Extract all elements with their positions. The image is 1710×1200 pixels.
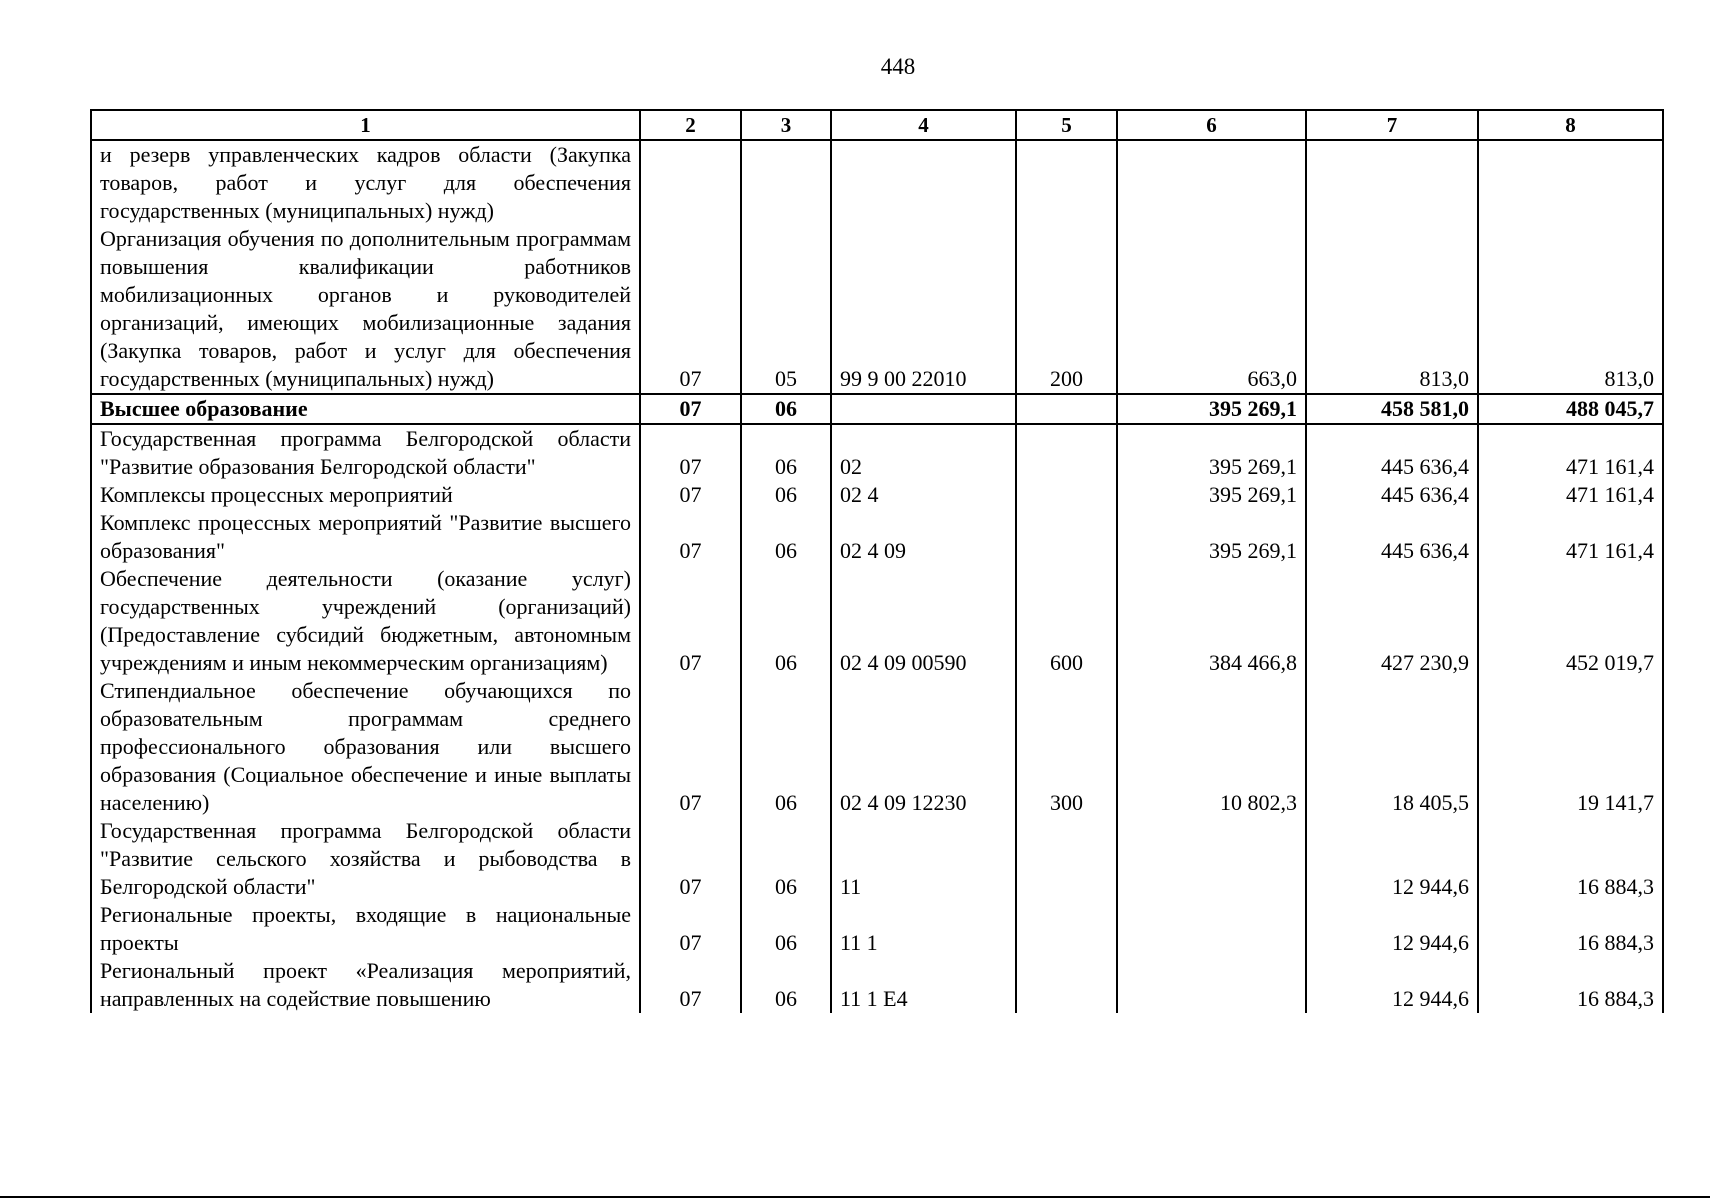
cell-subsection: 06 xyxy=(741,481,831,509)
cell-amount-7: 18 405,5 xyxy=(1306,677,1478,817)
cell-section xyxy=(640,140,741,225)
cell-amount-7: 813,0 xyxy=(1306,225,1478,394)
cell-section: 07 xyxy=(640,957,741,1013)
cell-amount-7: 445 636,4 xyxy=(1306,481,1478,509)
cell-amount-8: 488 045,7 xyxy=(1478,394,1663,424)
header-col-4: 4 xyxy=(831,110,1016,140)
cell-amount-6: 395 269,1 xyxy=(1117,509,1306,565)
header-col-7: 7 xyxy=(1306,110,1478,140)
cell-target-article: 02 4 09 00590 xyxy=(831,565,1016,677)
cell-amount-6 xyxy=(1117,957,1306,1013)
table-row xyxy=(91,225,1663,394)
cell-amount-7: 12 944,6 xyxy=(1306,817,1478,901)
table-row xyxy=(91,509,1663,565)
header-col-5: 5 xyxy=(1016,110,1117,140)
cell-amount-8: 471 161,4 xyxy=(1478,509,1663,565)
table-row-section-total xyxy=(91,394,1663,424)
budget-table xyxy=(90,109,1664,1013)
row-description: Высшее образование xyxy=(91,394,640,424)
row-description: Государственная программа Белгородской области "Развитие образования Белгородской области" xyxy=(91,424,640,481)
cell-expense-type xyxy=(1016,424,1117,481)
cell-amount-6 xyxy=(1117,817,1306,901)
cell-amount-8: 16 884,3 xyxy=(1478,957,1663,1013)
header-col-6: 6 xyxy=(1117,110,1306,140)
table-row xyxy=(91,424,1663,481)
cell-subsection: 06 xyxy=(741,677,831,817)
cell-subsection: 06 xyxy=(741,424,831,481)
cell-section: 07 xyxy=(640,901,741,957)
row-description: Организация обучения по дополнительным программам повышения квалификации работников мобилизационных органов и руководителей организаций, имеющих мобилизационные задания (Закупка товаров, работ и услуг для обеспечения государственных (муниципальных) нужд) xyxy=(91,225,640,394)
cell-subsection: 06 xyxy=(741,901,831,957)
cell-subsection: 06 xyxy=(741,565,831,677)
header-col-8: 8 xyxy=(1478,110,1663,140)
header-col-2: 2 xyxy=(640,110,741,140)
cell-section: 07 xyxy=(640,394,741,424)
table-row xyxy=(91,565,1663,677)
table-row xyxy=(91,481,1663,509)
table-row xyxy=(91,817,1663,901)
cell-subsection: 06 xyxy=(741,817,831,901)
cell-expense-type xyxy=(1016,957,1117,1013)
cell-amount-7: 427 230,9 xyxy=(1306,565,1478,677)
cell-expense-type xyxy=(1016,509,1117,565)
table-row xyxy=(91,140,1663,225)
cell-section: 07 xyxy=(640,817,741,901)
cell-section: 07 xyxy=(640,509,741,565)
cell-section: 07 xyxy=(640,481,741,509)
cell-amount-6: 395 269,1 xyxy=(1117,394,1306,424)
table-row xyxy=(91,901,1663,957)
cell-expense-type xyxy=(1016,481,1117,509)
cell-expense-type xyxy=(1016,140,1117,225)
header-col-1: 1 xyxy=(91,110,640,140)
cell-amount-8: 471 161,4 xyxy=(1478,424,1663,481)
cell-amount-7: 458 581,0 xyxy=(1306,394,1478,424)
cell-expense-type xyxy=(1016,817,1117,901)
cell-target-article: 02 xyxy=(831,424,1016,481)
cell-target-article xyxy=(831,140,1016,225)
cell-amount-6: 10 802,3 xyxy=(1117,677,1306,817)
cell-subsection: 06 xyxy=(741,394,831,424)
cell-amount-7: 12 944,6 xyxy=(1306,957,1478,1013)
cell-amount-8: 452 019,7 xyxy=(1478,565,1663,677)
cell-expense-type: 600 xyxy=(1016,565,1117,677)
cell-expense-type: 200 xyxy=(1016,225,1117,394)
page-bottom-rule xyxy=(0,1196,1710,1198)
cell-section: 07 xyxy=(640,565,741,677)
row-description: Государственная программа Белгородской области "Развитие сельского хозяйства и рыбоводства в Белгородской области" xyxy=(91,817,640,901)
cell-target-article: 11 xyxy=(831,817,1016,901)
cell-amount-8: 19 141,7 xyxy=(1478,677,1663,817)
cell-amount-7: 445 636,4 xyxy=(1306,509,1478,565)
cell-subsection: 06 xyxy=(741,509,831,565)
cell-amount-6: 395 269,1 xyxy=(1117,424,1306,481)
cell-amount-8 xyxy=(1478,140,1663,225)
header-row xyxy=(91,110,1663,140)
cell-expense-type xyxy=(1016,901,1117,957)
page-number: 448 xyxy=(880,54,916,79)
row-description: и резерв управленческих кадров области (Закупка товаров, работ и услуг для обеспечения государственных (муниципальных) нужд) xyxy=(91,140,640,225)
row-description: Комплекс процессных мероприятий "Развитие высшего образования" xyxy=(91,509,640,565)
row-description: Комплексы процессных мероприятий xyxy=(91,481,640,509)
cell-section: 07 xyxy=(640,677,741,817)
cell-subsection: 05 xyxy=(741,225,831,394)
cell-amount-7: 12 944,6 xyxy=(1306,901,1478,957)
cell-target-article: 11 1 xyxy=(831,901,1016,957)
cell-amount-7 xyxy=(1306,140,1478,225)
cell-target-article: 02 4 xyxy=(831,481,1016,509)
cell-amount-8: 16 884,3 xyxy=(1478,817,1663,901)
row-description: Стипендиальное обеспечение обучающихся по образовательным программам среднего профессионального образования или высшего образования (Социальное обеспечение и иные выплаты населению) xyxy=(91,677,640,817)
cell-amount-6 xyxy=(1117,140,1306,225)
cell-amount-6 xyxy=(1117,901,1306,957)
cell-amount-8: 16 884,3 xyxy=(1478,901,1663,957)
cell-amount-7: 445 636,4 xyxy=(1306,424,1478,481)
cell-expense-type: 300 xyxy=(1016,677,1117,817)
cell-amount-8: 471 161,4 xyxy=(1478,481,1663,509)
cell-target-article: 02 4 09 12230 xyxy=(831,677,1016,817)
row-description: Региональные проекты, входящие в национальные проекты xyxy=(91,901,640,957)
cell-amount-6: 663,0 xyxy=(1117,225,1306,394)
cell-amount-8: 813,0 xyxy=(1478,225,1663,394)
cell-target-article: 99 9 00 22010 xyxy=(831,225,1016,394)
cell-expense-type xyxy=(1016,394,1117,424)
table-row xyxy=(91,677,1663,817)
header-col-3: 3 xyxy=(741,110,831,140)
row-description: Региональный проект «Реализация мероприятий, направленных на содействие повышению xyxy=(91,957,640,1013)
cell-section: 07 xyxy=(640,225,741,394)
cell-subsection xyxy=(741,140,831,225)
cell-target-article: 11 1 Е4 xyxy=(831,957,1016,1013)
table-row xyxy=(91,957,1663,1013)
row-description: Обеспечение деятельности (оказание услуг) государственных учреждений (организаций) (Предоставление субсидий бюджетным, автономным учреждениям и иным некоммерческим организациям) xyxy=(91,565,640,677)
cell-subsection: 06 xyxy=(741,957,831,1013)
cell-section: 07 xyxy=(640,424,741,481)
cell-amount-6: 395 269,1 xyxy=(1117,481,1306,509)
cell-target-article: 02 4 09 xyxy=(831,509,1016,565)
cell-amount-6: 384 466,8 xyxy=(1117,565,1306,677)
cell-target-article xyxy=(831,394,1016,424)
